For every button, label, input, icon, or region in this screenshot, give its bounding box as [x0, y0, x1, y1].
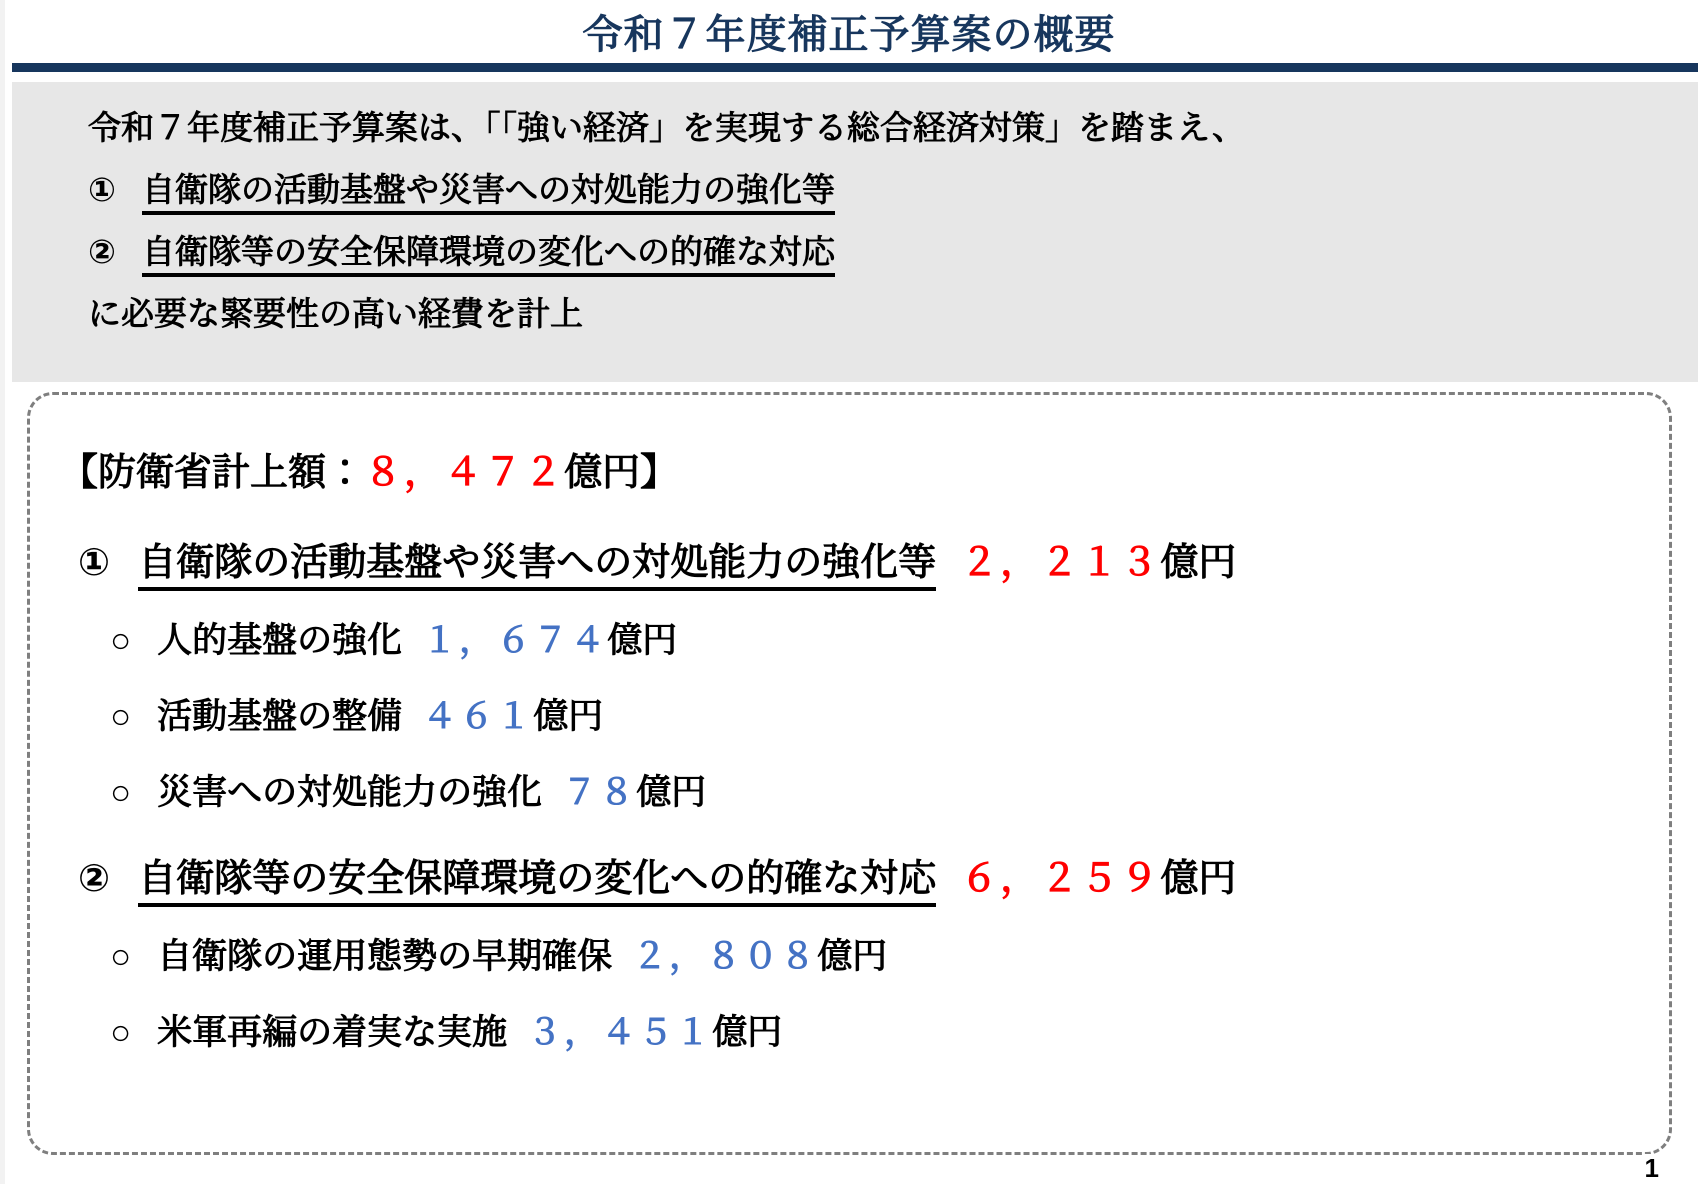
page-left-margin-strip [0, 0, 5, 1184]
budget-section-2-unit: 億円 [1160, 858, 1237, 900]
circled-number-1-icon: ① [78, 542, 111, 584]
subitem-amount: ３，４５１ [527, 1013, 713, 1052]
budget-section-1 [78, 540, 1669, 586]
page-number: 1 [1642, 1154, 1662, 1182]
summary-outro: に必要な緊要性の高い経費を計上 [88, 295, 583, 332]
circle-bullet-icon: ○ [110, 937, 132, 976]
circled-number-2-icon: ② [78, 858, 111, 900]
subitem-amount: ４６１ [422, 697, 534, 736]
subitem-label: 人的基盤の強化 [157, 621, 403, 660]
budget-subitem [110, 936, 1669, 978]
summary-item-2 [88, 234, 1678, 269]
summary-item-1 [88, 172, 1678, 207]
total-amount-line [60, 450, 1669, 496]
subitem-unit: 億円 [607, 621, 678, 660]
total-amount-value: ８，４７２ [364, 452, 565, 494]
circle-bullet-icon: ○ [110, 697, 132, 736]
subitem-unit: 億円 [636, 773, 707, 812]
budget-subitem [110, 696, 1669, 738]
budget-subitem [110, 620, 1669, 662]
total-amount-suffix: 億円】 [564, 452, 679, 494]
summary-intro: 令和７年度補正予算案は、「「強い経済」を実現する総合経済対策」を踏まえ、 [88, 109, 1245, 146]
budget-section-2-amount: ６，２５９ [960, 858, 1161, 900]
budget-section-1-title: 自衛隊の活動基盤や災害への対処能力の強化等 [138, 542, 936, 591]
budget-section-1-amount: ２，２１３ [960, 542, 1161, 584]
budget-subitem [110, 1012, 1669, 1054]
subitem-amount: ７８ [562, 773, 637, 812]
page-title: 令和７年度補正予算案の概要 [582, 13, 1116, 57]
summary-box [12, 82, 1698, 382]
budget-detail-box [27, 392, 1672, 1155]
budget-section-1-unit: 億円 [1160, 542, 1237, 584]
subitem-unit: 億円 [712, 1013, 783, 1052]
subitem-label: 災害への対処能力の強化 [157, 773, 543, 812]
budget-section-2 [78, 856, 1669, 902]
subitem-label: 自衛隊の運用態勢の早期確保 [157, 937, 613, 976]
title-divider-rule [12, 63, 1698, 72]
summary-item-2-text: 自衛隊等の安全保障環境の変化への的確な対応 [142, 233, 835, 277]
circle-bullet-icon: ○ [110, 1013, 132, 1052]
total-amount-prefix: 【防衛省計上額： [60, 452, 365, 494]
subitem-unit: 億円 [817, 937, 888, 976]
subitem-amount: １，６７４ [422, 621, 608, 660]
budget-section-2-title: 自衛隊等の安全保障環境の変化への的確な対応 [138, 858, 936, 907]
circle-bullet-icon: ○ [110, 621, 132, 660]
circle-bullet-icon: ○ [110, 773, 132, 812]
summary-item-1-text: 自衛隊の活動基盤や災害への対処能力の強化等 [142, 171, 835, 215]
circled-number-1-icon: ① [88, 171, 116, 208]
subitem-label: 米軍再編の着実な実施 [157, 1013, 508, 1052]
budget-subitem [110, 772, 1669, 814]
subitem-amount: ２，８０８ [632, 937, 818, 976]
subitem-label: 活動基盤の整備 [157, 697, 403, 736]
circled-number-2-icon: ② [88, 233, 116, 270]
subitem-unit: 億円 [533, 697, 604, 736]
